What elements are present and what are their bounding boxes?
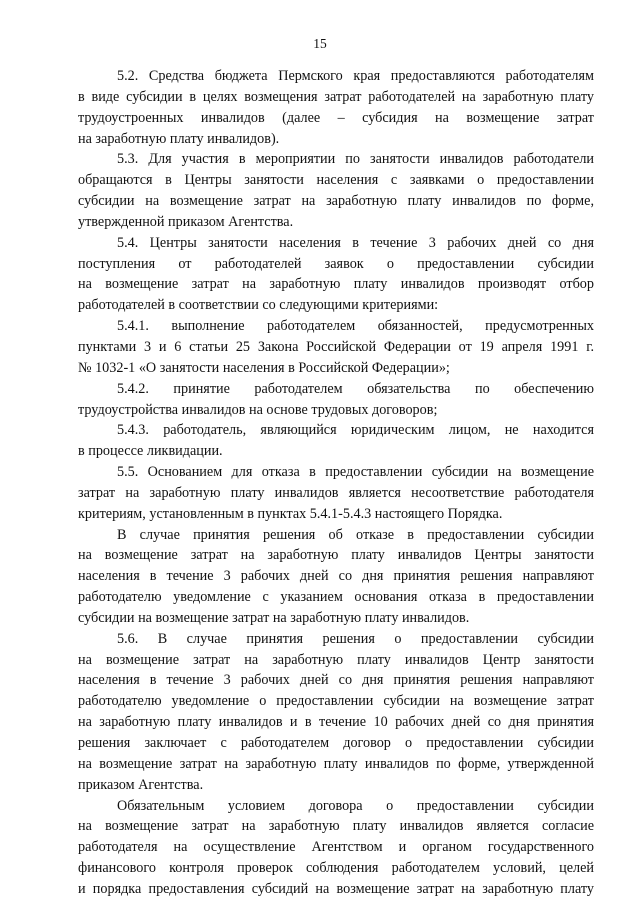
page-number: 15 bbox=[313, 36, 327, 51]
paragraph-line: населения в течение 3 рабочих дней со дня принятия решения направляют bbox=[78, 568, 594, 585]
paragraph-line: работодателю уведомление с указанием основания отказа в предоставлении bbox=[78, 589, 594, 606]
paragraph bbox=[78, 629, 594, 796]
paragraph-line: субсидии на возмещение затрат на заработную плату инвалидов. bbox=[78, 609, 470, 626]
paragraph-line: поступления от работодателей заявок о предоставлении субсидии bbox=[78, 255, 594, 272]
paragraph-line: 5.4.3. работодатель, являющийся юридическим лицом, не находится bbox=[117, 422, 594, 439]
paragraph-line: и порядка предоставления субсидий на возмещение затрат на заработную плату bbox=[78, 880, 594, 897]
paragraph-line: приказом Агентства. bbox=[78, 776, 204, 793]
paragraph-line: 5.4.1. выполнение работодателем обязанностей, предусмотренных bbox=[117, 318, 594, 335]
paragraph-line: на возмещение затрат на заработную плату инвалидов по форме, утвержденной bbox=[78, 755, 594, 772]
paragraph bbox=[78, 379, 594, 421]
paragraph bbox=[78, 796, 594, 900]
paragraph-line: работодателю уведомление о предоставлении субсидии на возмещение затрат bbox=[78, 693, 594, 710]
paragraph-line: субсидии на возмещение затрат на заработную плату инвалидов по форме, bbox=[78, 193, 594, 210]
paragraph-line: на заработную плату инвалидов и в течение 10 рабочих дней со дня принятия bbox=[78, 714, 594, 731]
paragraph-line: на возмещение затрат на заработную плату инвалидов является согласие bbox=[78, 818, 594, 835]
paragraph-line: 5.5. Основанием для отказа в предоставлении субсидии на возмещение bbox=[117, 464, 594, 481]
paragraph-line: в виде субсидии в целях возмещения затрат работодателей на заработную плату bbox=[78, 88, 594, 105]
paragraph-line: работодателей в соответствии со следующими критериями: bbox=[78, 297, 439, 314]
paragraph bbox=[78, 233, 594, 316]
paragraph-line: критериям, установленным в пунктах 5.4.1-5.4.3 настоящего Порядка. bbox=[78, 505, 503, 522]
paragraph bbox=[78, 420, 594, 462]
paragraph-line: решения заключает с работодателем договор о предоставлении субсидии bbox=[78, 735, 594, 751]
paragraph-line: на возмещение затрат на заработную плату инвалидов Центры занятости bbox=[78, 547, 594, 564]
paragraph-line: В случае принятия решения об отказе в предоставлении субсидии bbox=[117, 526, 594, 543]
paragraph-line: Обязательным условием договора о предоставлении субсидии bbox=[117, 797, 594, 814]
paragraph-line: обращаются в Центры занятости населения с заявками о предоставлении bbox=[78, 172, 594, 189]
paragraph-line: 5.3. Для участия в мероприятии по занятости инвалидов работодатели bbox=[117, 151, 594, 168]
paragraph bbox=[78, 149, 594, 232]
paragraph bbox=[78, 525, 594, 629]
paragraph-line: затрат на заработную плату инвалидов является несоответствие работодателя bbox=[78, 484, 594, 501]
paragraph-line: на возмещение затрат на заработную плату инвалидов Центр занятости bbox=[78, 651, 594, 668]
paragraph-line: трудоустройства инвалидов на основе трудовых договоров; bbox=[78, 401, 438, 418]
paragraph-line: на заработную плату инвалидов). bbox=[78, 130, 280, 147]
paragraph-line: работодателя на осуществление Агентством и органом государственного bbox=[78, 839, 594, 856]
paragraph-line: утвержденной приказом Агентства. bbox=[78, 213, 294, 230]
paragraph bbox=[78, 66, 594, 149]
paragraph-line: населения в течение 3 рабочих дней со дня принятия решения направляют bbox=[78, 672, 594, 689]
document-body bbox=[78, 66, 594, 900]
paragraph-line: 5.4.2. принятие работодателем обязательства по обеспечению bbox=[117, 380, 594, 397]
paragraph bbox=[78, 462, 594, 525]
paragraph-line: 5.4. Центры занятости населения в течение 3 рабочих дней со дня bbox=[117, 234, 594, 251]
paragraph-line: финансового контроля проверок соблюдения работодателем условий, целей bbox=[78, 860, 594, 877]
paragraph-line: на возмещение затрат на заработную плату инвалидов производят отбор bbox=[78, 276, 594, 293]
paragraph-line: в процессе ликвидации. bbox=[78, 443, 223, 460]
paragraph-line: 5.6. В случае принятия решения о предоставлении субсидии bbox=[117, 630, 594, 647]
paragraph-line: 5.2. Средства бюджета Пермского края предоставляются работодателям bbox=[117, 68, 594, 84]
paragraph bbox=[78, 316, 594, 379]
paragraph-line: пунктами 3 и 6 статьи 25 Закона Российской Федерации от 19 апреля 1991 г. bbox=[78, 338, 594, 355]
paragraph-line: трудоустроенных инвалидов (далее – субсидия на возмещение затрат bbox=[78, 109, 594, 126]
paragraph-line: № 1032-1 «О занятости населения в Российской Федерации»; bbox=[78, 359, 450, 376]
